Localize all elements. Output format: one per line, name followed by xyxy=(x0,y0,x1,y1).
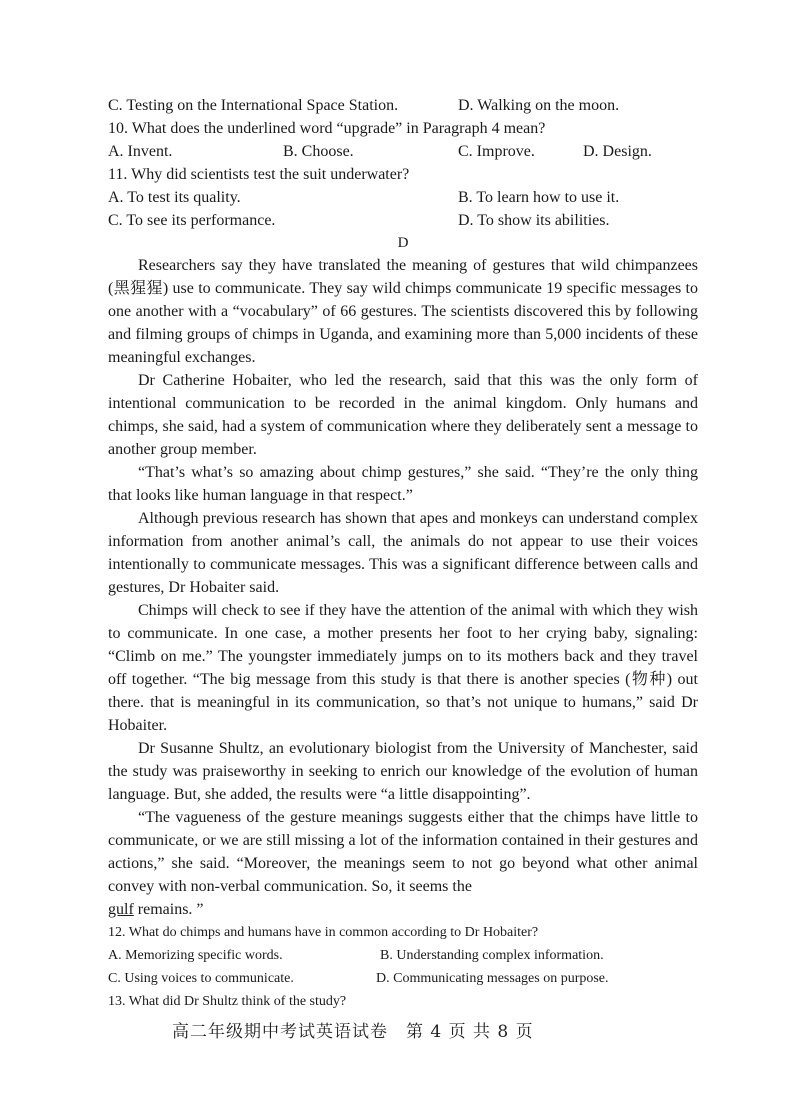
passage-paragraph-7-end xyxy=(108,898,698,921)
passage-paragraph-7: “The vagueness of the gesture meanings suggests either that the chimps have little to communicate, or we are still missing a lot of the information contained in their gestures and actions,” she said. “Moreover, the meanings seem to not go beyond what other animal convey with non-verbal communication. So, it seems the xyxy=(108,809,698,895)
passage-paragraph-6: Dr Susanne Shultz, an evolutionary biologist from the University of Manchester, said the study was praiseworthy in seeking to enrich our knowledge of the evolution of human language. But, she added, the results were “a little disappointing”. xyxy=(108,740,698,803)
passage-paragraph-2: Dr Catherine Hobaiter, who led the research, said that this was the only form of intentional communication to be recorded in the animal kingdom. Only humans and chimps, she said, had a system of communication where they deliberately sent a message to another group member. xyxy=(108,372,698,458)
q11-option-c: C. To see its performance. xyxy=(108,212,276,229)
q10-option-d: D. Design. xyxy=(583,143,652,160)
passage-paragraph-1: Researchers say they have translated the meaning of gestures that wild chimpanzees (黑猩猩) use to communicate. They say wild chimps communicate 19 specific messages to one another with a “vocabulary” of 66 gestures. The scientists discovered this by following and filming groups of chimps in Uganda, and examining more than 5,000 incidents of these meaningful exchanges. xyxy=(108,257,698,366)
passage-paragraph-4: Although previous research has shown that apes and monkeys can understand complex information from another animal’s call, the animals do not appear to use their voices intentionally to communicate messages. This was a significant difference between calls and gestures, Dr Hobaiter said. xyxy=(108,510,698,596)
q12-option-d: D. Communicating messages on purpose. xyxy=(376,971,609,986)
q12-option-c: C. Using voices to communicate. xyxy=(108,971,294,986)
page-footer: 高二年级期中考试英语试卷 第 4 页 共 8 页 xyxy=(172,1022,534,1042)
q10-option-a: A. Invent. xyxy=(108,143,173,160)
q12-options-row-2 xyxy=(108,967,698,990)
q9-option-d: D. Walking on the moon. xyxy=(458,97,620,114)
exam-page xyxy=(108,94,698,1013)
passage-paragraph-5: Chimps will check to see if they have the attention of the animal with which they wish to communicate. In one case, a mother presents her foot to her crying baby, signaling: “Climb on me.” The youngster immediately jumps on to its mothers back and they travel off together. “The big message from this study is that there is another species (物种) out there. that is meaningful in its communication, so that’s not unique to humans,” said Dr Hobaiter. xyxy=(108,602,698,734)
passage-paragraph-3: “That’s what’s so amazing about chimp gestures,” she said. “They’re the only thing that looks like human language in that respect.” xyxy=(108,464,698,504)
q11-stem: 11. Why did scientists test the suit underwater? xyxy=(108,166,410,183)
q9-option-c: C. Testing on the International Space Station. xyxy=(108,97,399,114)
q12-stem: 12. What do chimps and humans have in common according to Dr Hobaiter? xyxy=(108,925,539,940)
q11-options-row-1 xyxy=(108,186,698,209)
q11-option-d: D. To show its abilities. xyxy=(458,212,610,229)
q10-option-b: B. Choose. xyxy=(283,143,354,160)
q11-option-b: B. To learn how to use it. xyxy=(458,189,620,206)
underlined-word-gulf: gulf xyxy=(108,901,134,918)
q11-option-a: A. To test its quality. xyxy=(108,189,241,206)
q10-option-c: C. Improve. xyxy=(458,143,535,160)
q12-options-row-1 xyxy=(108,944,698,967)
q13-stem: 13. What did Dr Shultz think of the study? xyxy=(108,994,347,1009)
q10-options-row xyxy=(108,140,698,163)
q10-stem: 10. What does the underlined word “upgrade” in Paragraph 4 mean? xyxy=(108,120,546,137)
q12-option-b: B. Understanding complex information. xyxy=(380,948,604,963)
q11-options-row-2 xyxy=(108,209,698,232)
passage-end-text: remains. ” xyxy=(133,901,204,918)
q12-option-a: A. Memorizing specific words. xyxy=(108,948,283,963)
q9-options-row xyxy=(108,94,698,117)
passage-label: D xyxy=(397,235,409,251)
